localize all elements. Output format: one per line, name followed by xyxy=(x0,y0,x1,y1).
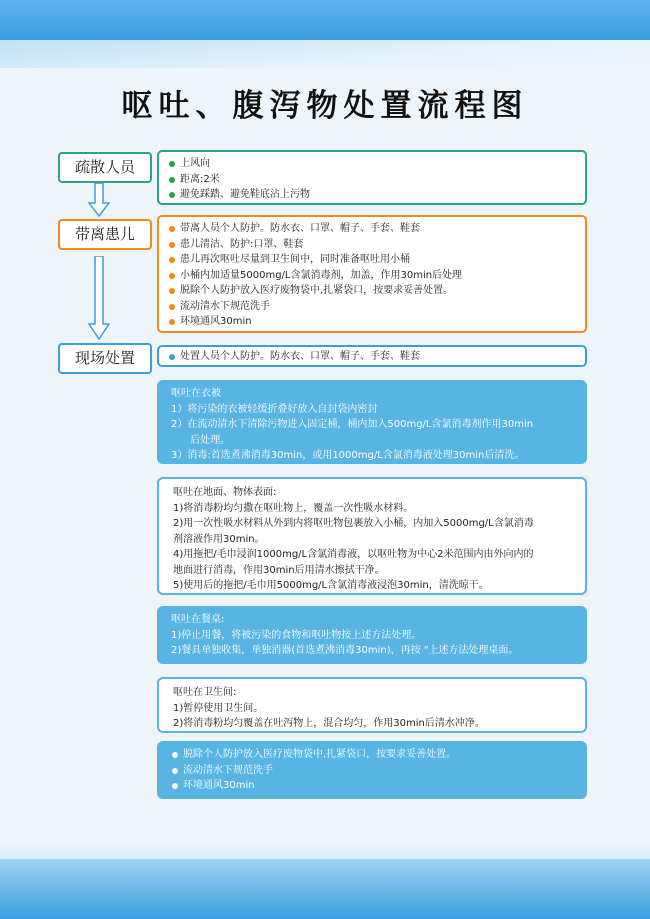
panel-title: 呕吐在衣被 xyxy=(171,388,221,399)
panel-line: 1)停止用餐，将被污染的食物和呕吐物按上述方法处理。 xyxy=(171,629,422,641)
panel-line: 1)将消毒粉均匀撒在呕吐物上，覆盖一次性吸水材料。 xyxy=(173,502,414,514)
panel-table xyxy=(157,606,587,664)
step-label-onsite: 现场处置 xyxy=(58,343,152,374)
panel-title: 呕吐在餐桌: xyxy=(171,614,225,625)
panel-bedding xyxy=(157,380,587,464)
list-item: 流动清水下规范洗手 xyxy=(169,299,575,315)
panel-line: 5)使用后的拖把/毛巾用5000mg/L含氯消毒液浸泡30min，清洗晾干。 xyxy=(173,580,489,591)
panel-line: 2）在流动清水下清除污物进入固定桶，桶内加入500mg/L含氯消毒剂作用30min xyxy=(171,419,534,430)
list-item: 患儿清洁、防护:口罩、鞋套 xyxy=(169,237,575,253)
panel-title: 呕吐在卫生间: xyxy=(173,687,237,698)
list-item: 脱除个人防护放入医疗废物袋中,扎紧袋口，按要求妥善处置。 xyxy=(169,283,575,299)
down-arrow-icon xyxy=(88,183,110,217)
panel-line: 2)餐具单独收集，单独消器(首选煮沸消毒30min)，再按 "上述方法处理桌面。 xyxy=(171,645,519,656)
panel-line: 2)将消毒粉均匀覆盖在吐泻物上，混合均匀，作用30min后清水冲净。 xyxy=(173,718,485,729)
list-item: 处置人员个人防护。防水衣、口罩、帽子、手套、鞋套 xyxy=(169,349,575,365)
list-item: 带离人员个人防护。防水衣、口罩、帽子、手套、鞋套 xyxy=(169,221,575,237)
list-item: 患儿再次呕吐尽量到卫生间中，同时准备呕吐用小桶 xyxy=(169,252,575,268)
page-title: 呕吐、腹泻物处置流程图 xyxy=(121,88,529,124)
list-item: 环境通风30min xyxy=(171,778,573,794)
panel-title: 呕吐在地面、物体表面: xyxy=(173,487,277,498)
panel-line: 4)用拖把/毛巾浸润1000mg/L含氯消毒液，以呕吐物为中心2米范围内由外向内的 xyxy=(173,549,534,560)
list-item: 脱除个人防护放入医疗废物袋中,扎紧袋口，按要求妥善处置。 xyxy=(171,747,573,763)
panel-line: 地面进行消毒，作用30min后用清水擦拭干净。 xyxy=(173,564,385,576)
step-box-evacuate xyxy=(157,150,587,205)
panel-line: 剂溶液作用30min。 xyxy=(173,533,265,545)
panel-restroom xyxy=(157,677,587,733)
step-label-remove-child: 带离患儿 xyxy=(58,219,152,250)
panel-line: 3）消毒:首选煮沸消毒30min，或用1000mg/L含氯消毒液处理30min后清洗。 xyxy=(171,450,525,461)
bottom-banner xyxy=(0,859,650,919)
panel-line: 1)暂停使用卫生间。 xyxy=(173,702,264,714)
panel-line: 2)用一次性吸水材料从外到内将呕吐物包裹放入小桶，内加入5000mg/L含氯消毒 xyxy=(173,518,534,529)
panel-line: 1）将污染的衣被轻缓折叠好放入自封袋内密封 xyxy=(171,403,378,415)
list-item: 上风向 xyxy=(169,156,575,172)
top-banner-wave xyxy=(0,40,650,68)
list-item: 距离:2米 xyxy=(169,172,575,188)
list-item: 环境通风30min xyxy=(169,314,575,330)
down-arrow-icon xyxy=(88,256,110,340)
panel-final-steps xyxy=(157,741,587,799)
panel-floor xyxy=(157,477,587,595)
panel-line: 后处理。 xyxy=(171,434,231,446)
step-box-onsite xyxy=(157,345,587,367)
list-item: 流动清水下规范洗手 xyxy=(171,763,573,779)
list-item: 小桶内加适量5000mg/L含氯消毒剂，加盖，作用30min后处理 xyxy=(169,268,575,284)
step-label-evacuate: 疏散人员 xyxy=(58,152,152,183)
list-item: 避免踩踏、避免鞋底沾上污物 xyxy=(169,187,575,203)
step-box-remove-child xyxy=(157,215,587,333)
